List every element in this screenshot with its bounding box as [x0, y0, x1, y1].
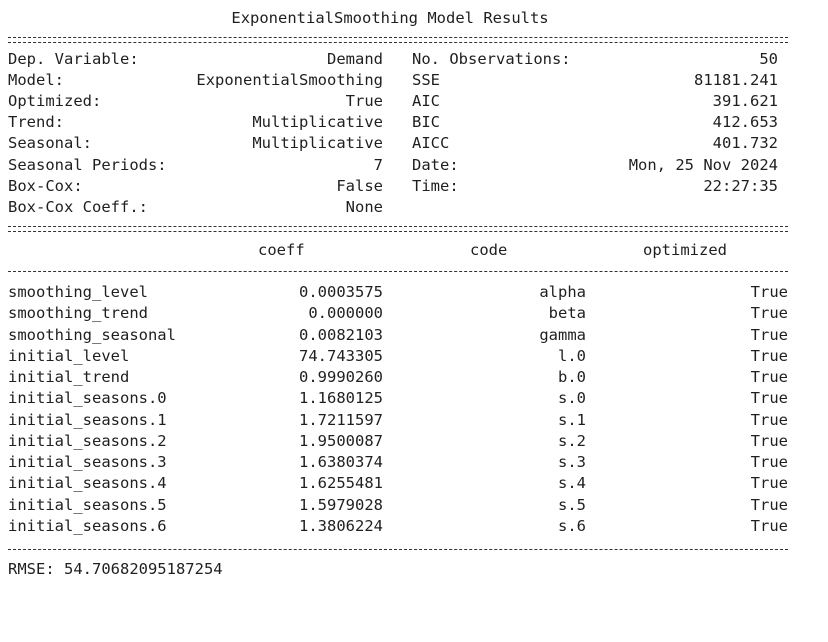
summary-row [8, 197, 788, 218]
param-row [8, 473, 788, 494]
summary-row [8, 133, 788, 154]
summary-label: Date: [412, 156, 459, 174]
param-coeff: 1.6255481 [299, 474, 383, 492]
summary-value: Demand [327, 50, 383, 68]
param-coeff: 0.0003575 [299, 283, 383, 301]
summary-label: Trend: [8, 113, 64, 131]
param-coeff: 0.0082103 [299, 326, 383, 344]
param-code: s.2 [558, 432, 586, 450]
summary-row [8, 70, 788, 91]
param-row [8, 303, 788, 324]
summary-row [8, 155, 788, 176]
param-coeff: 0.000000 [308, 304, 383, 322]
param-optimized: True [750, 496, 788, 514]
param-optimized: True [750, 326, 788, 344]
summary-label: Model: [8, 71, 64, 89]
param-optimized: True [750, 304, 788, 322]
param-optimized: True [750, 283, 788, 301]
summary-value: True [345, 92, 383, 110]
summary-value: Multiplicative [252, 134, 383, 152]
param-coeff: 1.1680125 [299, 389, 383, 407]
param-row [8, 452, 788, 473]
param-name: smoothing_seasonal [8, 326, 176, 344]
param-optimized: True [750, 368, 788, 386]
param-coeff: 1.3806224 [299, 517, 383, 535]
summary-label: Time: [412, 177, 459, 195]
param-name: initial_seasons.3 [8, 453, 167, 471]
header-single-rule [8, 271, 788, 272]
param-code: s.0 [558, 389, 586, 407]
params-header-row [8, 240, 788, 261]
summary-value: ExponentialSmoothing [196, 71, 383, 89]
param-name: initial_trend [8, 368, 130, 386]
param-row [8, 367, 788, 388]
results-title: ExponentialSmoothing Model Results [231, 9, 549, 27]
summary-row [8, 91, 788, 112]
middle-double-rule [8, 226, 788, 232]
param-optimized: True [750, 411, 788, 429]
summary-label: No. Observations: [412, 50, 571, 68]
param-row [8, 516, 788, 537]
param-coeff: 1.5979028 [299, 496, 383, 514]
param-optimized: True [750, 347, 788, 365]
param-code: alpha [539, 283, 586, 301]
param-coeff: 0.9990260 [299, 368, 383, 386]
summary-value: Multiplicative [252, 113, 383, 131]
header-code: code [470, 241, 508, 259]
param-code: s.1 [558, 411, 586, 429]
param-name: initial_seasons.2 [8, 432, 167, 450]
param-code: s.3 [558, 453, 586, 471]
summary-value: 391.621 [712, 92, 778, 110]
summary-label: Seasonal Periods: [8, 156, 167, 174]
param-optimized: True [750, 474, 788, 492]
param-code: b.0 [558, 368, 586, 386]
param-row [8, 282, 788, 303]
summary-value: 7 [373, 156, 383, 174]
param-code: s.4 [558, 474, 586, 492]
param-name: initial_seasons.6 [8, 517, 167, 535]
summary-row [8, 176, 788, 197]
param-row [8, 410, 788, 431]
summary-label: Box-Cox Coeff.: [8, 198, 148, 216]
param-name: smoothing_trend [8, 304, 148, 322]
summary-label: Dep. Variable: [8, 50, 139, 68]
top-double-rule [8, 37, 788, 43]
param-optimized: True [750, 432, 788, 450]
param-optimized: True [750, 517, 788, 535]
rmse-value: RMSE: 54.70682095187254 [8, 560, 223, 578]
param-name: initial_seasons.1 [8, 411, 167, 429]
param-row [8, 388, 788, 409]
summary-label: Optimized: [8, 92, 102, 110]
param-code: s.5 [558, 496, 586, 514]
bottom-single-rule [8, 549, 788, 550]
param-name: initial_level [8, 347, 130, 365]
param-optimized: True [750, 453, 788, 471]
summary-row [8, 112, 788, 133]
param-name: initial_seasons.0 [8, 389, 167, 407]
param-row [8, 431, 788, 452]
param-optimized: True [750, 389, 788, 407]
param-coeff: 1.6380374 [299, 453, 383, 471]
param-coeff: 1.7211597 [299, 411, 383, 429]
rmse-line [8, 559, 788, 580]
summary-label: Box-Cox: [8, 177, 83, 195]
summary-value: Mon, 25 Nov 2024 [628, 156, 778, 174]
header-coeff: coeff [258, 241, 305, 259]
param-name: initial_seasons.4 [8, 474, 167, 492]
param-row [8, 325, 788, 346]
summary-label: BIC [412, 113, 440, 131]
header-optimized: optimized [643, 241, 727, 259]
param-coeff: 1.9500087 [299, 432, 383, 450]
summary-label: SSE [412, 71, 440, 89]
summary-value: 22:27:35 [703, 177, 778, 195]
param-code: s.6 [558, 517, 586, 535]
summary-label: Seasonal: [8, 134, 92, 152]
param-row [8, 495, 788, 516]
summary-label: AIC [412, 92, 440, 110]
param-code: l.0 [558, 347, 586, 365]
param-code: gamma [539, 326, 586, 344]
summary-value: False [336, 177, 383, 195]
param-name: smoothing_level [8, 283, 148, 301]
summary-value: 50 [759, 50, 778, 68]
summary-value: None [345, 198, 383, 216]
param-coeff: 74.743305 [299, 347, 383, 365]
summary-value: 401.732 [712, 134, 778, 152]
summary-row [8, 49, 788, 70]
param-code: beta [548, 304, 586, 322]
summary-label: AICC [412, 134, 450, 152]
param-row [8, 346, 788, 367]
summary-value: 412.653 [712, 113, 778, 131]
param-name: initial_seasons.5 [8, 496, 167, 514]
summary-value: 81181.241 [694, 71, 778, 89]
